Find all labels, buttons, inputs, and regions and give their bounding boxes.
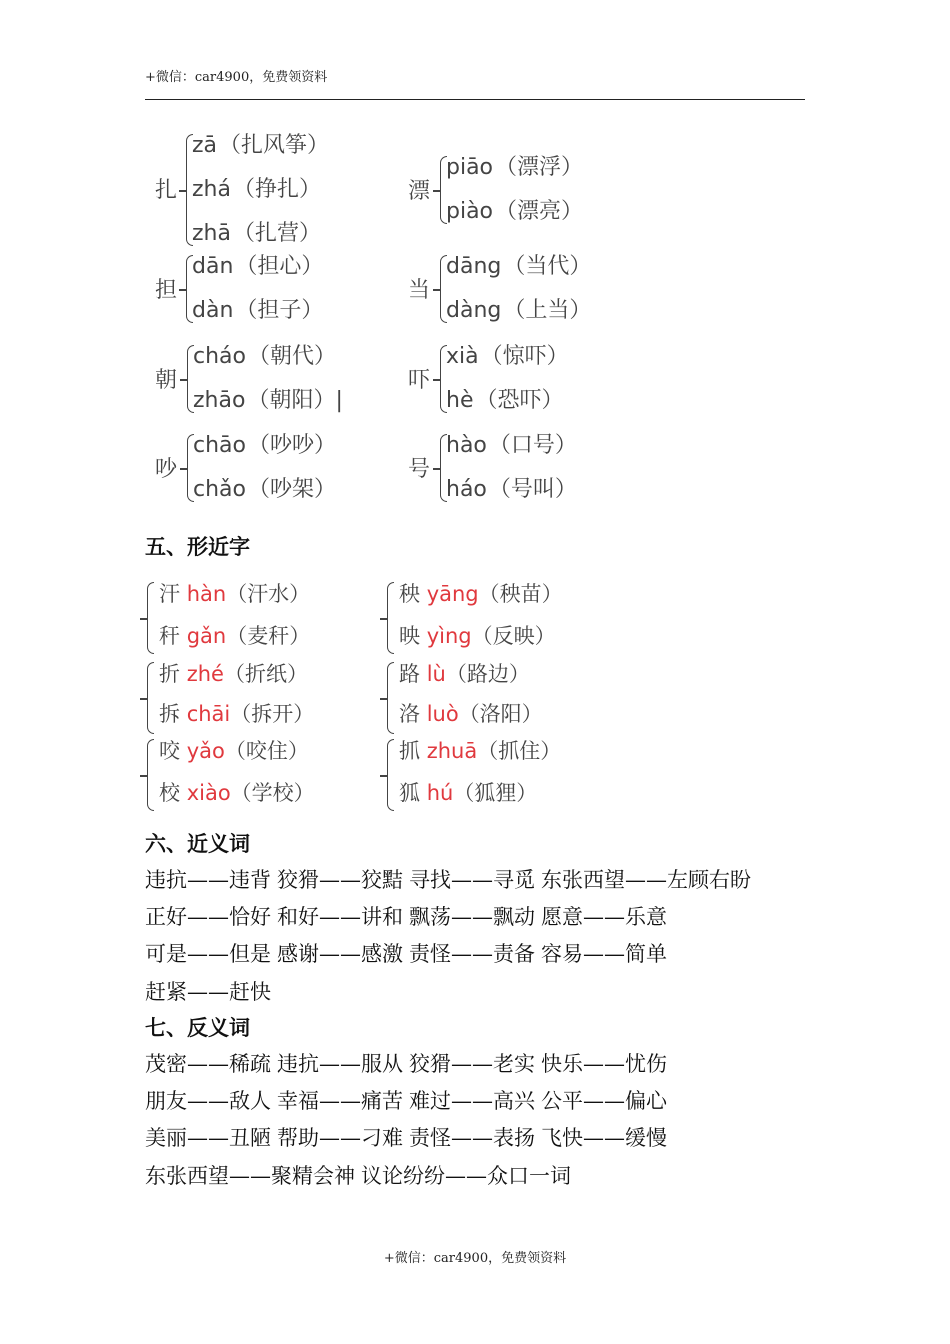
poly-char: 扎 bbox=[155, 178, 178, 203]
page-header: +微信：car4900，免费领资料 bbox=[145, 70, 328, 85]
poly-reading: piào（漂亮） bbox=[446, 199, 584, 224]
antonym-line bbox=[145, 1085, 673, 1115]
similar-item: 汗 hàn（汗水） bbox=[159, 582, 311, 606]
similar-item: 抓 zhuā（抓住） bbox=[399, 739, 562, 763]
section-title-synonyms: 六、近义词 bbox=[145, 832, 250, 856]
similar-item: 洛 luò（洛阳） bbox=[399, 702, 543, 726]
poly-reading: chǎo（吵架） bbox=[193, 477, 336, 502]
poly-reading: dān（担心） bbox=[192, 254, 324, 279]
word-pair: 难过——高兴 bbox=[409, 1089, 535, 1113]
synonym-line bbox=[145, 864, 757, 894]
section-title-similar-chars: 五、形近字 bbox=[145, 535, 250, 559]
poly-reading: dàn（担子） bbox=[192, 298, 324, 323]
poly-char: 号 bbox=[408, 457, 431, 482]
word-pair: 帮助——刁难 bbox=[277, 1126, 403, 1150]
word-pair: 茂密——稀疏 bbox=[145, 1052, 271, 1076]
word-pair: 朋友——敌人 bbox=[145, 1089, 271, 1113]
word-pair: 幸福——痛苦 bbox=[277, 1089, 403, 1113]
poly-reading: chāo（吵吵） bbox=[193, 433, 336, 458]
poly-char: 当 bbox=[408, 278, 431, 303]
poly-char: 吓 bbox=[408, 368, 431, 393]
poly-reading: piāo（漂浮） bbox=[446, 155, 584, 180]
poly-char: 漂 bbox=[408, 179, 431, 204]
antonym-line bbox=[145, 1048, 673, 1078]
word-pair: 快乐——忧伤 bbox=[541, 1052, 667, 1076]
word-pair: 东张西望——左顾右盼 bbox=[541, 868, 751, 892]
similar-item: 折 zhé（折纸） bbox=[159, 662, 308, 686]
word-pair: 和好——讲和 bbox=[277, 905, 403, 929]
poly-reading: xià（惊吓） bbox=[446, 344, 569, 369]
word-pair: 违抗——违背 bbox=[145, 868, 271, 892]
word-pair: 美丽——丑陋 bbox=[145, 1126, 271, 1150]
antonym-line bbox=[145, 1160, 577, 1190]
word-pair: 违抗——服从 bbox=[277, 1052, 403, 1076]
poly-reading: zā（扎风筝） bbox=[192, 133, 330, 158]
poly-reading: zhāo（朝阳）| bbox=[193, 388, 343, 413]
word-pair: 感谢——感激 bbox=[277, 942, 403, 966]
similar-item: 映 yìng（反映） bbox=[399, 624, 556, 648]
word-pair: 可是——但是 bbox=[145, 942, 271, 966]
word-pair: 公平——偏心 bbox=[541, 1089, 667, 1113]
word-pair: 狡猾——老实 bbox=[409, 1052, 535, 1076]
word-pair: 寻找——寻觅 bbox=[409, 868, 535, 892]
header-divider bbox=[145, 99, 805, 100]
word-pair: 飘荡——飘动 bbox=[409, 905, 535, 929]
page-footer: +微信：car4900，免费领资料 bbox=[383, 1251, 567, 1266]
word-pair: 赶紧——赶快 bbox=[145, 980, 271, 1004]
synonym-line bbox=[145, 901, 673, 931]
similar-item: 咬 yǎo（咬住） bbox=[159, 739, 309, 763]
poly-char: 担 bbox=[155, 278, 178, 303]
poly-char: 朝 bbox=[155, 368, 178, 393]
poly-reading: cháo（朝代） bbox=[193, 344, 336, 369]
poly-char: 吵 bbox=[155, 457, 178, 482]
brace bbox=[387, 582, 394, 654]
brace bbox=[387, 739, 394, 811]
similar-item: 拆 chāi（拆开） bbox=[159, 702, 315, 726]
word-pair: 狡猾——狡黠 bbox=[277, 868, 403, 892]
brace bbox=[387, 662, 394, 734]
word-pair: 责怪——表扬 bbox=[409, 1126, 535, 1150]
section-title-antonyms: 七、反义词 bbox=[145, 1016, 250, 1040]
synonym-line bbox=[145, 976, 277, 1006]
word-pair: 东张西望——聚精会神 bbox=[145, 1164, 355, 1188]
similar-item: 狐 hú（狐狸） bbox=[399, 781, 538, 805]
poly-reading: zhá（挣扎） bbox=[192, 177, 321, 202]
brace bbox=[147, 662, 154, 734]
brace bbox=[147, 582, 154, 654]
similar-item: 秧 yāng（秧苗） bbox=[399, 582, 563, 606]
similar-item: 秆 gǎn（麦秆） bbox=[159, 624, 311, 648]
word-pair: 愿意——乐意 bbox=[541, 905, 667, 929]
poly-reading: dāng（当代） bbox=[446, 254, 592, 279]
word-pair: 正好——恰好 bbox=[145, 905, 271, 929]
poly-reading: háo（号叫） bbox=[446, 477, 577, 502]
word-pair: 责怪——责备 bbox=[409, 942, 535, 966]
word-pair: 议论纷纷——众口一词 bbox=[361, 1164, 571, 1188]
poly-reading: hè（恐吓） bbox=[446, 388, 564, 413]
similar-item: 路 lù（路边） bbox=[399, 662, 530, 686]
synonym-line bbox=[145, 938, 673, 968]
antonym-line bbox=[145, 1122, 673, 1152]
word-pair: 容易——简单 bbox=[541, 942, 667, 966]
word-pair: 飞快——缓慢 bbox=[541, 1126, 667, 1150]
poly-reading: zhā（扎营） bbox=[192, 221, 321, 246]
brace bbox=[147, 739, 154, 811]
poly-reading: dàng（上当） bbox=[446, 298, 592, 323]
poly-reading: hào（口号） bbox=[446, 433, 577, 458]
similar-item: 校 xiào（学校） bbox=[159, 781, 315, 805]
